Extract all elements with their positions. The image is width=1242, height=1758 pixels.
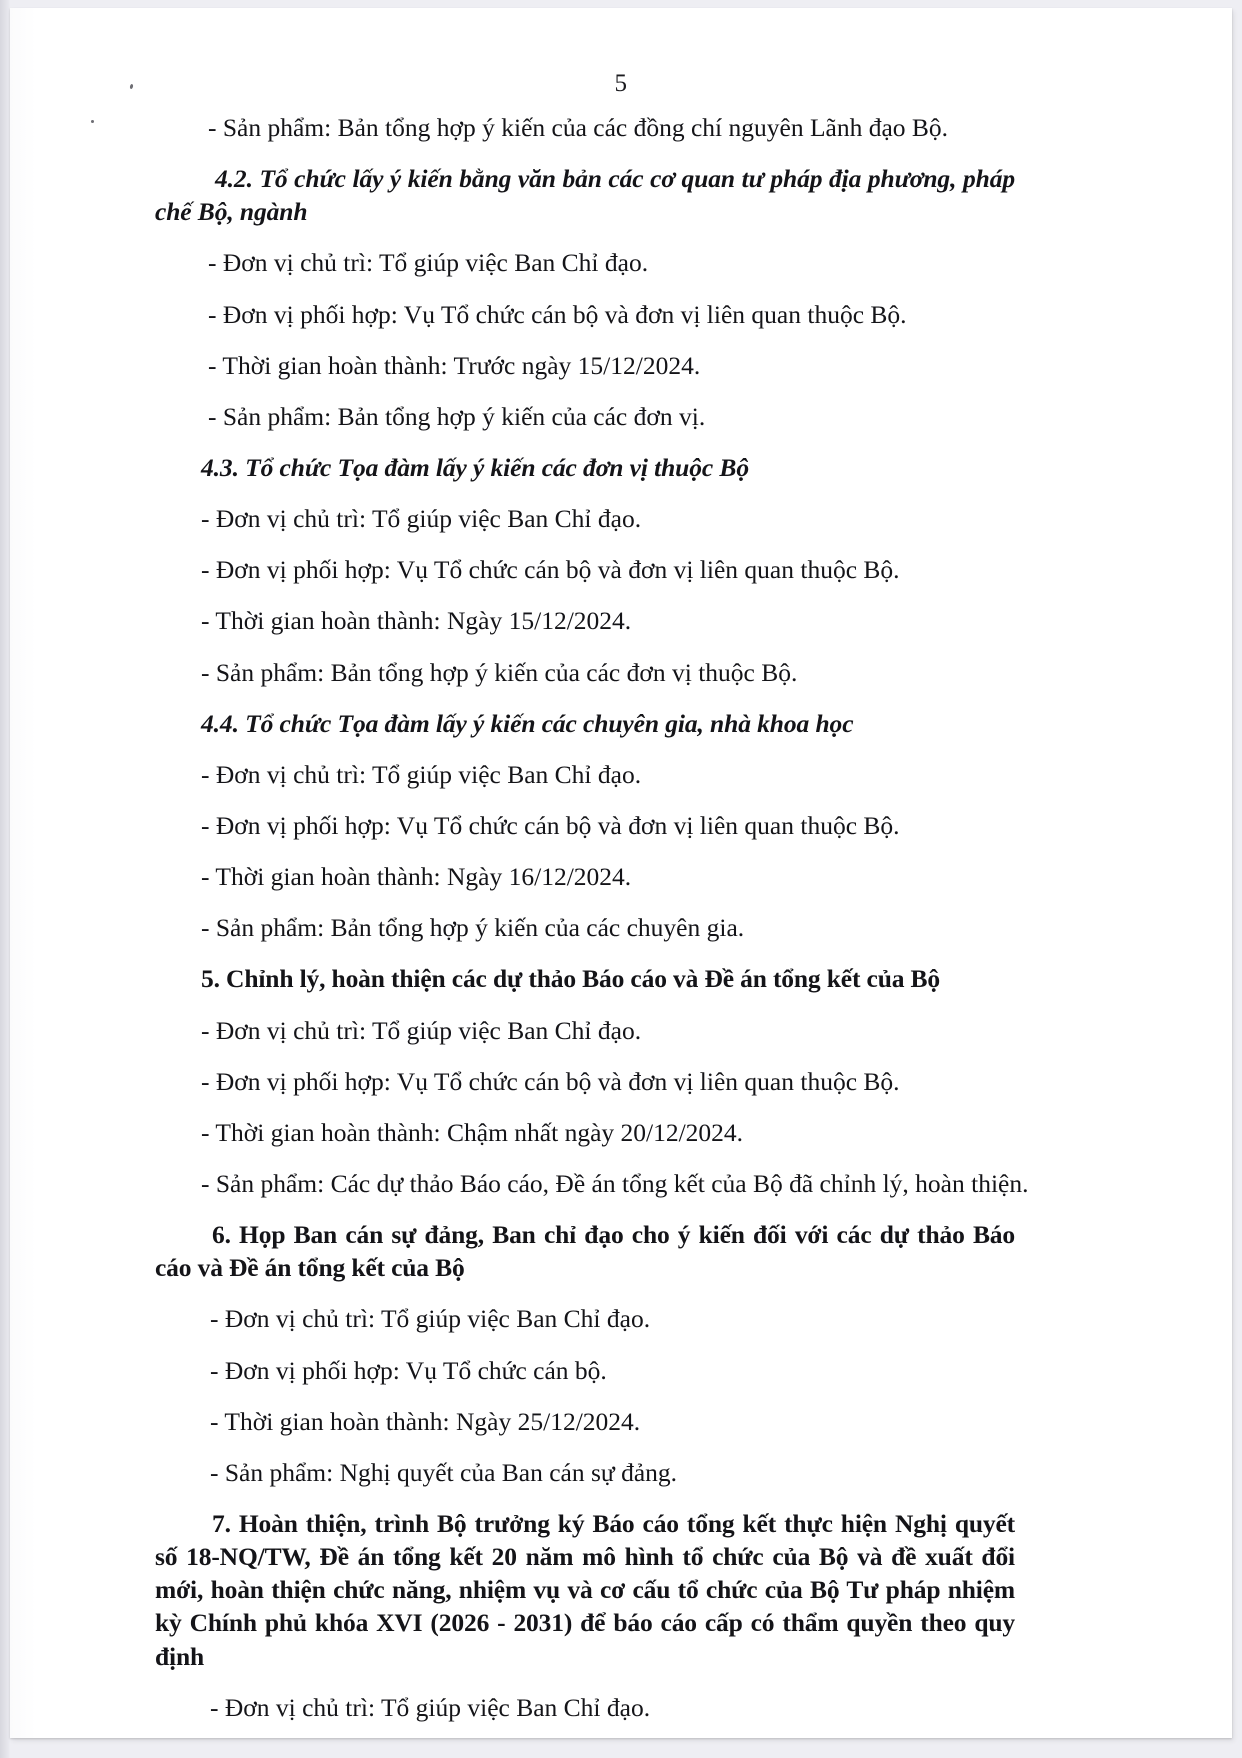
list-item: - Đơn vị phối hợp: Vụ Tổ chức cán bộ và đơn vị liên quan thuộc Bộ. bbox=[201, 810, 900, 840]
list-item: - Đơn vị chủ trì: Tổ giúp việc Ban Chỉ đạo. bbox=[208, 248, 649, 278]
list-item: - Đơn vị chủ trì: Tổ giúp việc Ban Chỉ đạo. bbox=[210, 1692, 651, 1722]
section-heading-4-3: 4.3. Tổ chức Tọa đàm lấy ý kiến các đơn vị thuộc Bộ bbox=[201, 452, 749, 482]
list-item: - Sản phẩm: Bản tổng hợp ý kiến của các chuyên gia. bbox=[201, 913, 745, 943]
list-item: - Thời gian hoàn thành: Chậm nhất ngày 20/12/2024. bbox=[201, 1117, 744, 1147]
list-item: - Thời gian hoàn thành: Ngày 15/12/2024. bbox=[201, 606, 632, 636]
list-item: - Sản phẩm: Bản tổng hợp ý kiến của các đơn vị. bbox=[208, 401, 706, 431]
document-body bbox=[155, 111, 1029, 1738]
section-heading-7: 7. Hoàn thiện, trình Bộ trưởng ký Báo cáo tổng kết thực hiện Nghị quyết số 18-NQ/TW, Đề án tổng kết 20 năm mô hình tổ chức của Bộ và đề xuất đổi mới, hoàn thiện chức năng, nhiệm vụ và cơ cấu tổ chức của Bộ Tư pháp nhiệm kỳ Chính phủ khóa XVI (2026 - 2031) để báo cáo cấp có thẩm quyền theo quy định bbox=[155, 1508, 1015, 1671]
section-heading-6: 6. Họp Ban cán sự đảng, Ban chỉ đạo cho ý kiến đối với các dự thảo Báo cáo và Đề án tổng kết của Bộ bbox=[155, 1220, 1015, 1283]
list-item: - Đơn vị chủ trì: Tổ giúp việc Ban Chỉ đạo. bbox=[201, 1015, 642, 1045]
list-item: - Sản phẩm: Bản tổng hợp ý kiến của các đồng chí nguyên Lãnh đạo Bộ. bbox=[208, 113, 949, 142]
list-item: - Đơn vị chủ trì: Tổ giúp việc Ban Chỉ đạo. bbox=[201, 504, 642, 534]
list-item: - Đơn vị phối hợp: Vụ Tổ chức cán bộ và đơn vị liên quan thuộc Bộ. bbox=[201, 555, 900, 585]
list-item: - Đơn vị phối hợp: Vụ Tổ chức cán bộ và đơn vị liên quan thuộc Bộ. bbox=[201, 1066, 900, 1096]
section-heading-5: 5. Chỉnh lý, hoàn thiện các dự thảo Báo cáo và Đề án tổng kết của Bộ bbox=[201, 964, 941, 994]
list-item: - Đơn vị chủ trì: Tổ giúp việc Ban Chỉ đạo. bbox=[201, 759, 642, 789]
list-item: - Thời gian hoàn thành: Ngày 25/12/2024. bbox=[210, 1406, 641, 1436]
list-item: - Đơn vị phối hợp: Vụ Tổ chức cán bộ và đơn vị liên quan thuộc Bộ. bbox=[208, 299, 907, 329]
section-heading-4-4: 4.4. Tổ chức Tọa đàm lấy ý kiến các chuyên gia, nhà khoa học bbox=[201, 708, 854, 738]
scan-speck-icon bbox=[91, 120, 94, 123]
document-page bbox=[10, 8, 1232, 1738]
list-item: - Đơn vị phối hợp: Vụ Tổ chức cán bộ. bbox=[210, 1355, 607, 1385]
page-number: 5 bbox=[614, 70, 628, 97]
list-item: - Sản phẩm: Bản tổng hợp ý kiến của các đơn vị thuộc Bộ. bbox=[201, 657, 798, 687]
list-item: - Thời gian hoàn thành: Trước ngày 15/12/2024. bbox=[208, 350, 701, 380]
list-item: - Sản phẩm: Các dự thảo Báo cáo, Đề án tổng kết của Bộ đã chỉnh lý, hoàn thiện. bbox=[201, 1168, 1029, 1198]
list-item: - Đơn vị chủ trì: Tổ giúp việc Ban Chỉ đạo. bbox=[210, 1304, 651, 1334]
section-heading-4-2: 4.2. Tổ chức lấy ý kiến bằng văn bản các cơ quan tư pháp địa phương, pháp chế Bộ, ngành bbox=[155, 164, 1015, 227]
list-item: - Sản phẩm: Nghị quyết của Ban cán sự đảng. bbox=[210, 1457, 678, 1487]
list-item: - Thời gian hoàn thành: Ngày 16/12/2024. bbox=[201, 862, 632, 892]
